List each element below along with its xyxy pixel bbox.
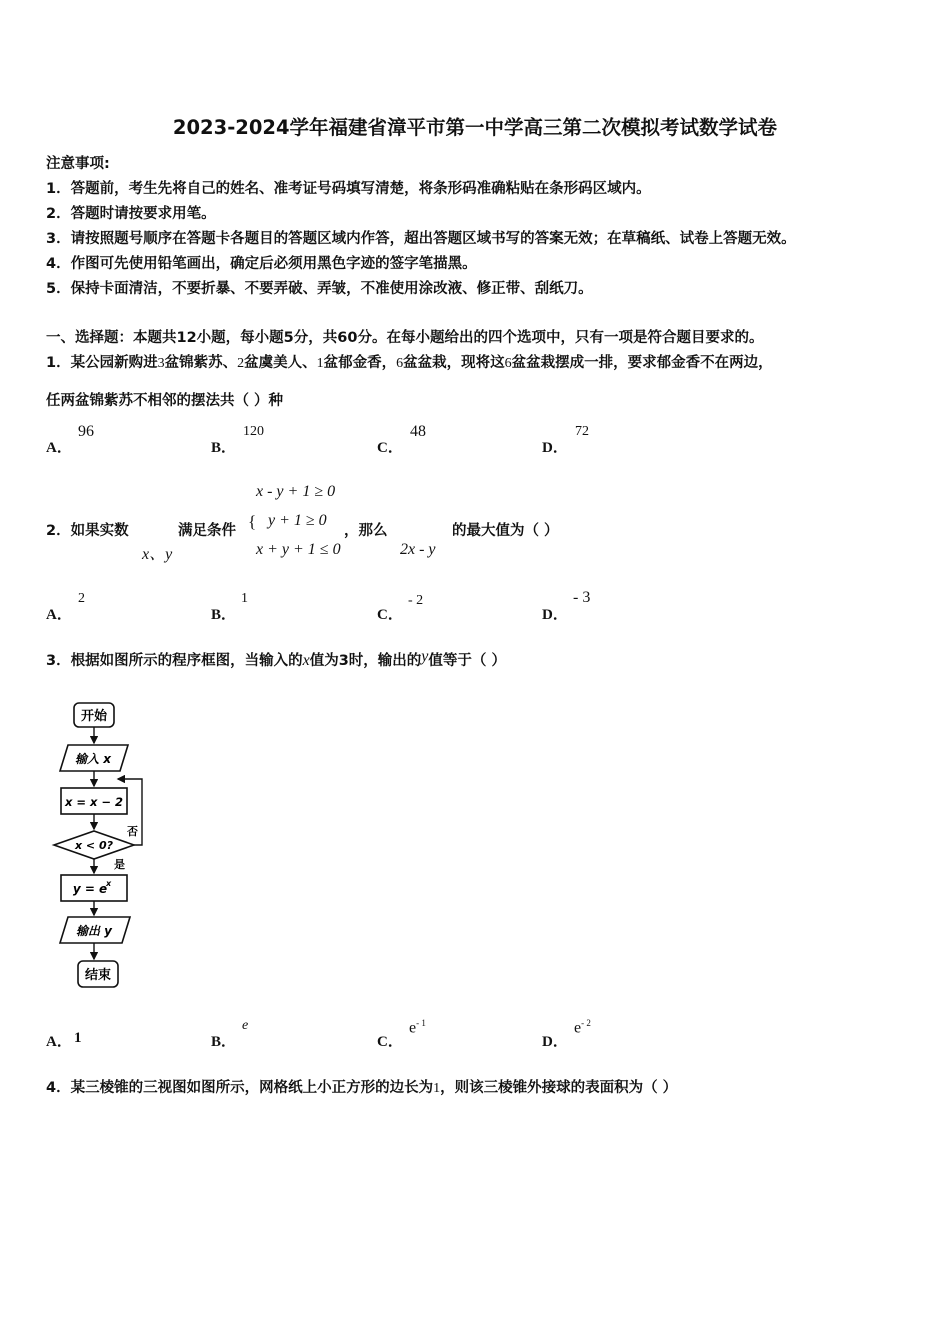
q3-var-y: y	[421, 648, 429, 665]
q3-option-c-base: e	[409, 1019, 417, 1037]
q3-option-d-value	[574, 1018, 591, 1037]
notice-item-3: 3．请按照题号顺序在答题卡各题目的答题区域内作答，超出答题区域书写的答案无效；在草稿纸、试卷上答题无效。	[46, 231, 796, 247]
q3-option-c-value	[409, 1018, 426, 1037]
notice-heading: 注意事项:	[46, 156, 110, 172]
q2-option-d-value: - 3	[573, 589, 591, 606]
q3-text-3: 值等于（ ）	[428, 653, 506, 669]
flow-assign-text: x = x − 2	[64, 795, 124, 809]
q1-text-6: 盆盆栽摆成一排，要求郁金香不在两边，	[511, 355, 773, 371]
q2-option-b-label: B．	[211, 607, 237, 623]
q2-text-3: ，那么	[344, 523, 388, 539]
q2-text-2: 满足条件	[178, 523, 236, 539]
q3-text-1: 3．根据如图所示的程序框图，当输入的	[46, 653, 303, 669]
flow-end-text: 结束	[84, 968, 112, 983]
q2-option-c-value: - 2	[408, 593, 424, 608]
q3-option-b-label: B．	[211, 1034, 237, 1050]
q3-option-d-base: e	[574, 1019, 582, 1037]
q1-option-d-label: D．	[542, 440, 568, 456]
q1-option-b-value: 120	[243, 424, 264, 439]
notice-item-1: 1．答题前，考生先将自己的姓名、准考证号码填写清楚，将条形码准确粘贴在条形码区域内。	[46, 181, 651, 197]
q1-option-a-label: A．	[46, 440, 72, 456]
q1-option-c-value: 48	[410, 423, 426, 440]
page-title: 2023-2024学年福建省漳平市第一中学高三第二次模拟考试数学试卷	[172, 116, 778, 139]
q2-brace: {	[248, 512, 257, 531]
flow-yes-label: 是	[114, 858, 125, 871]
q3-option-c-label: C．	[377, 1034, 403, 1050]
notice-item-2: 2．答题时请按要求用笔。	[46, 206, 216, 222]
q1-num-5: 6	[504, 356, 512, 371]
q1-option-b-label: B．	[211, 440, 237, 456]
q2-option-c-label: C．	[377, 607, 403, 623]
q1-option-a-value: 96	[78, 423, 94, 440]
question-1-line-1	[46, 351, 773, 372]
flow-condition-text: x < 0?	[74, 839, 114, 852]
q2-text-1: 2．如果实数	[46, 523, 129, 539]
q1-option-d-value: 72	[575, 424, 589, 439]
flow-output-text: 输出 y	[75, 924, 113, 938]
flow-start-text: 开始	[80, 709, 108, 724]
q1-text-1: 1．某公园新购进	[46, 355, 158, 371]
q4-text-2: ，则该三棱锥外接球的表面积为（ ）	[440, 1080, 678, 1096]
q3-var-x: x	[302, 652, 310, 669]
q2-option-a-value: 2	[78, 591, 85, 606]
flow-calc-exponent: x	[106, 879, 112, 888]
section-heading: 一、选择题：本题共12小题，每小题5分，共60分。在每小题给出的四个选项中，只有一项是符合题目要求的。	[46, 330, 764, 346]
q4-text-1: 4．某三棱锥的三视图如图所示，网格纸上小正方形的边长为	[46, 1080, 434, 1096]
notice-item-4: 4．作图可先使用铅笔画出，确定后必须用黑色字迹的签字笔描黑。	[46, 256, 477, 272]
q1-text-3: 盆虞美人、	[244, 355, 317, 371]
q2-text-4: 的最大值为（ ）	[452, 523, 559, 539]
q1-num-4: 6	[396, 356, 404, 371]
question-1-line-2: 任两盆锦紫苏不相邻的摆法共（ ）种	[46, 393, 284, 409]
q2-constraint-1: x - y + 1 ≥ 0	[256, 483, 336, 500]
q3-option-d-exponent: - 2	[581, 1018, 591, 1028]
q3-text-2: 值为3时，输出的	[309, 653, 422, 669]
q4-num-1: 1	[433, 1081, 441, 1096]
q2-option-b-value: 1	[241, 591, 248, 606]
q2-option-d-label: D．	[542, 607, 568, 623]
q1-text-2: 盆锦紫苏、	[164, 355, 238, 371]
program-flowchart	[46, 695, 156, 995]
q3-option-a-value: 1	[74, 1030, 82, 1046]
q2-option-a-label: A．	[46, 607, 72, 623]
q3-option-c-exponent: - 1	[416, 1018, 426, 1028]
q1-num-3: 1	[316, 356, 324, 371]
q1-num-2: 2	[237, 356, 245, 371]
q2-constraint-2: y + 1 ≥ 0	[268, 512, 327, 529]
flow-input-text: 输入 x	[75, 752, 111, 766]
q3-option-b-value: e	[242, 1018, 249, 1033]
q1-num-1: 3	[157, 356, 165, 371]
q3-option-a-label: A．	[46, 1034, 72, 1050]
q3-option-d-label: D．	[542, 1034, 568, 1050]
q1-text-5: 盆盆栽，现将这	[403, 355, 505, 371]
question-4	[46, 1076, 677, 1097]
flow-calc-text: y = e	[72, 882, 108, 896]
flow-no-label: 否	[127, 825, 138, 838]
notice-item-5: 5．保持卡面清洁，不要折暴、不要弄破、弄皱，不准使用涂改液、修正带、刮纸刀。	[46, 281, 593, 297]
q1-text-4: 盆郁金香，	[323, 355, 397, 371]
q2-vars: x、y	[142, 546, 173, 563]
question-3	[46, 649, 506, 670]
q2-expr: 2x - y	[400, 541, 436, 558]
q1-option-c-label: C．	[377, 440, 403, 456]
q2-constraint-3: x + y + 1 ≤ 0	[256, 541, 341, 558]
